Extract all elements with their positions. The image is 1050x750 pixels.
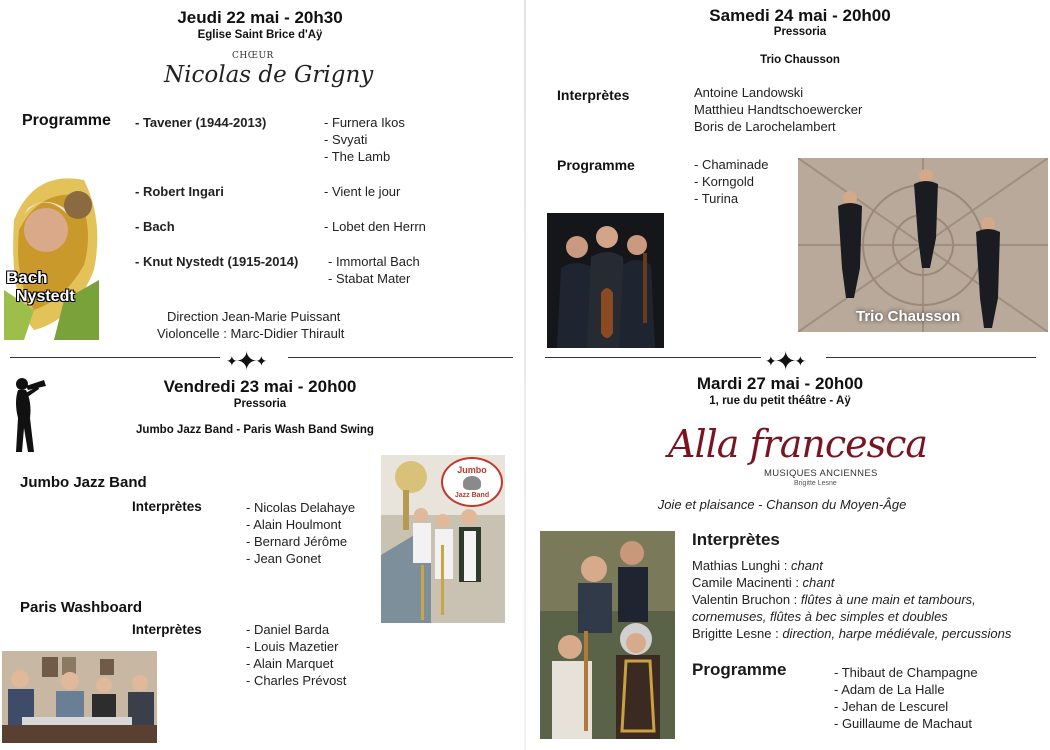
performer-role: direction, harpe médiévale, percussions [782,626,1012,641]
ornament-icon: ✦✦✦ [765,346,805,376]
concert2-bands: Jumbo Jazz Band - Paris Wash Band Swing [136,424,374,436]
programme-item: - Guillaume de Machaut [834,716,973,731]
performer-name: Boris de Larochelambert [694,119,836,134]
performer-name: Valentin Bruchon : [692,592,801,607]
composer-nystedt: - Knut Nystedt (1915-2014) [135,254,299,269]
left-divider [10,357,220,358]
concert3-ensemble: Trio Chausson [760,54,840,66]
performer-name: Mathias Lunghi : [692,558,792,573]
concert1-programme-label: Programme [22,112,111,129]
performer-role: chant [802,575,835,590]
performer-row [692,557,823,575]
alla-francesca-sub2: Brigitte Lesne [794,480,837,487]
concert4-tagline: Joie et plaisance - Chanson du Moyen-Âge [657,497,907,512]
right-divider [545,357,761,358]
page-fold [524,0,526,750]
band-member: - Daniel Barda [246,622,330,637]
concert4-programme-label: Programme [692,660,787,679]
ornament-icon: ✦✦✦ [226,346,266,376]
performer-row [692,591,976,609]
programme-item: - Thibaut de Champagne [834,665,978,680]
band2-name: Paris Washboard [20,599,142,616]
programme-item: - Turina [694,191,739,206]
grigny-logo [160,48,374,98]
work-item: - Immortal Bach [328,254,420,269]
band2-interpretes-label: Interprètes [132,622,202,637]
trio-chausson-photo-large [798,158,1048,332]
performer-name: Matthieu Handtschoewercker [694,102,863,117]
performer-role: flûtes à une main et tambours, [800,592,976,607]
band1-name: Jumbo Jazz Band [20,474,147,491]
performer-name: Camile Macinenti : [692,575,803,590]
alla-francesca-logo [668,420,928,492]
left-divider [288,357,513,358]
trio-photo-caption: Trio Chausson [856,308,961,325]
work-item: - Svyati [324,132,368,147]
concert3-title: Samedi 24 mai - 20h00 [709,6,891,25]
work-item: - Lobet den Herrn [324,219,426,234]
concert1-title: Jeudi 22 mai - 20h30 [177,8,343,27]
concert4-venue: 1, rue du petit théâtre - Aÿ [709,395,851,407]
band-member: - Jean Gonet [246,551,322,566]
composer-ingari: - Robert Ingari [135,184,224,199]
elephant-icon [463,476,481,490]
poster-bach-text: Bach [6,268,48,287]
work-item: - Stabat Mater [328,271,411,286]
programme-item: - Chaminade [694,157,769,172]
performer-role: chant [791,558,823,573]
programme-item: - Jehan de Lescurel [834,699,949,714]
logo-grigny-text: Nicolas de Grigny [164,62,374,88]
concert2-title: Vendredi 23 mai - 20h00 [163,377,357,396]
logo-choeur-text: CHŒUR [232,51,274,61]
band-member: - Alain Marquet [246,656,334,671]
alla-francesca-photo [540,531,675,739]
right-divider [826,357,1036,358]
programme-item: - Adam de La Halle [834,682,945,697]
concert3-interpretes-label: Interprètes [557,87,630,103]
poster-nystedt-text: Nystedt [16,288,75,305]
band-member: - Nicolas Delahaye [246,500,356,515]
performer-name: Brigitte Lesne : [692,626,783,641]
band1-interpretes-label: Interprètes [132,499,202,514]
band-member: - Charles Prévost [246,673,347,688]
alla-francesca-sub: MUSIQUES ANCIENNES [764,468,878,479]
band-member: - Alain Houlmont [246,517,342,532]
concert1-direction: Direction Jean-Marie Puissant [167,309,341,324]
performer-role: cornemuses, flûtes à bec simples et doubles [692,609,948,624]
performer-row [692,608,948,626]
concert3-venue: Pressoria [773,26,827,38]
trio-chausson-photo-small [547,213,664,348]
concert1-cello: Violoncelle : Marc-Didier Thirault [157,326,345,341]
jumbo-logo-top: Jumbo [457,465,487,475]
work-item: - The Lamb [324,149,391,164]
jumbo-logo [441,457,503,507]
jumbo-jazz-band-photo [381,455,505,623]
work-item: - Furnera Ikos [324,115,405,130]
performer-row [692,625,1011,643]
concert3-programme-label: Programme [557,157,635,173]
concert4-interpretes-label: Interprètes [692,530,780,549]
performer-name: Antoine Landowski [694,85,804,100]
composer-bach: - Bach [135,219,175,234]
band-member: - Louis Mazetier [246,639,339,654]
concert2-venue: Pressoria [233,398,287,410]
concert1-venue: Eglise Saint Brice d'Aÿ [197,29,323,41]
trumpet-player-silhouette [8,372,48,456]
band-member: - Bernard Jérôme [246,534,348,549]
work-item: - Vient le jour [324,184,401,199]
bach-nystedt-poster [4,160,104,340]
programme-item: - Korngold [694,174,754,189]
concert4-title: Mardi 27 mai - 20h00 [696,374,864,393]
jumbo-logo-bottom: Jazz Band [454,492,490,499]
alla-francesca-text: Alla francesca [668,422,928,466]
paris-washboard-photo [2,651,157,743]
composer-tavener: - Tavener (1944-2013) [135,115,267,130]
performer-row [692,574,834,592]
